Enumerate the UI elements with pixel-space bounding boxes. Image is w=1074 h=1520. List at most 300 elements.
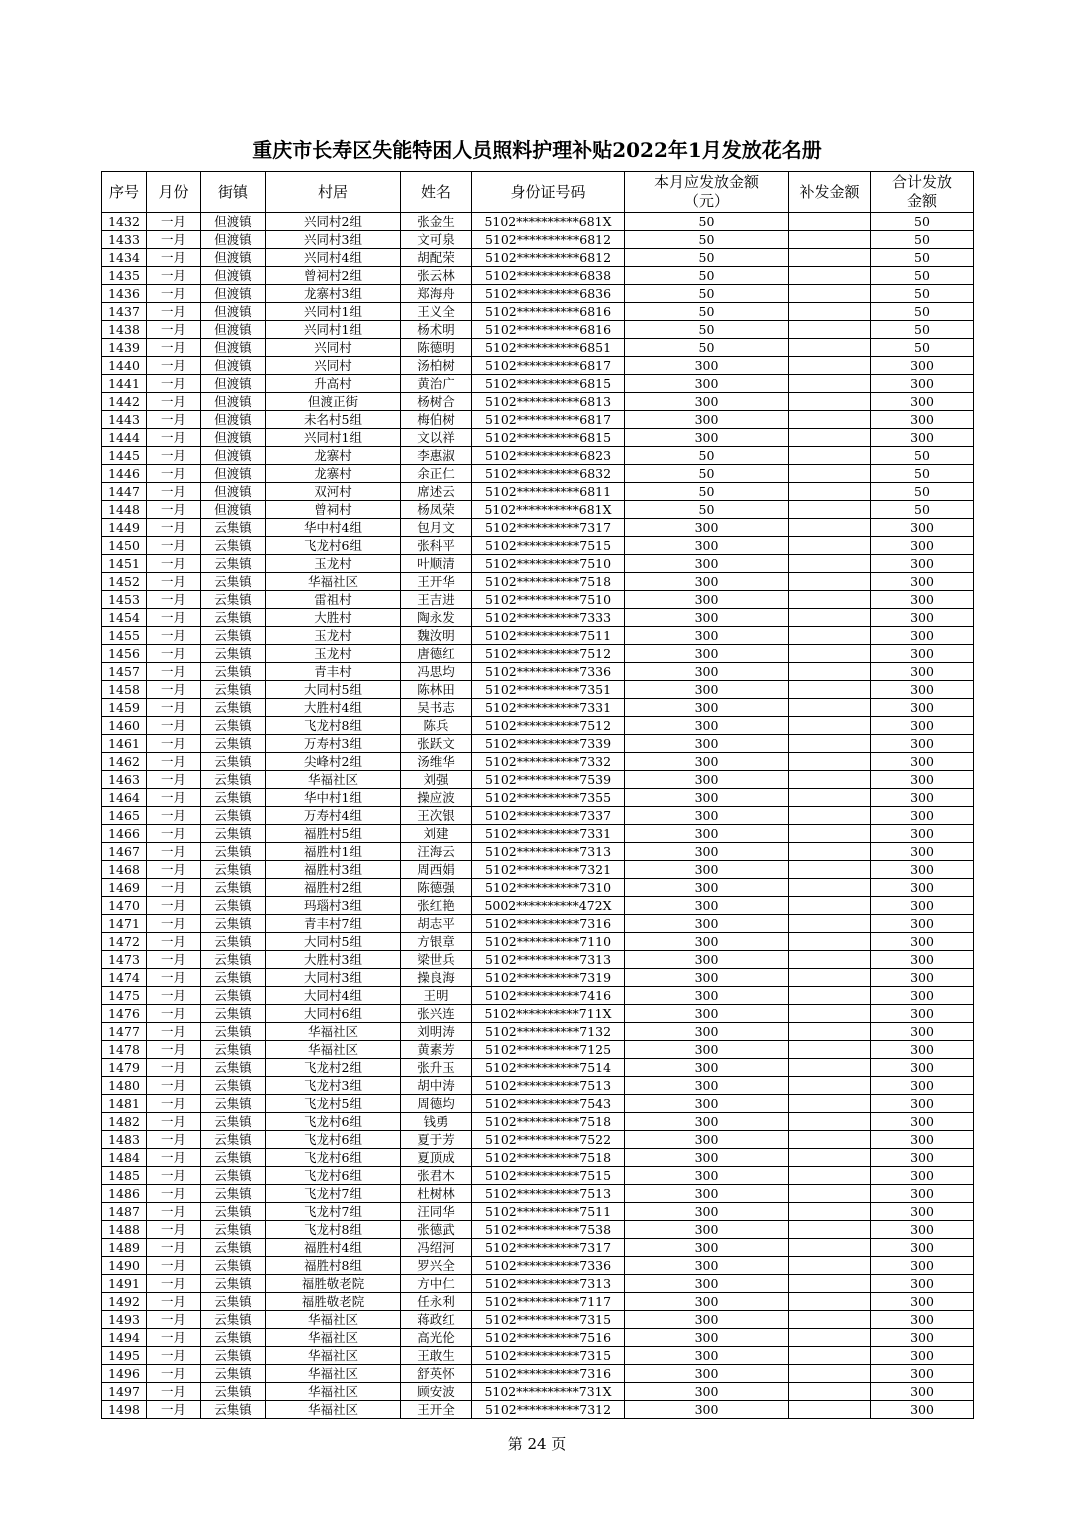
cell-supplement [789, 1059, 871, 1077]
cell-total-amount: 300 [871, 1185, 974, 1203]
cell-monthly-amount: 300 [625, 375, 789, 393]
cell-monthly-amount: 300 [625, 573, 789, 591]
cell-monthly-amount: 300 [625, 771, 789, 789]
table-row [102, 843, 974, 861]
cell-monthly-amount: 50 [625, 303, 789, 321]
cell-village: 飞龙村2组 [266, 1059, 401, 1077]
table-row [102, 231, 974, 249]
cell-name: 魏汝明 [401, 627, 472, 645]
cell-village: 华中村4组 [266, 519, 401, 537]
cell-total-amount: 300 [871, 699, 974, 717]
cell-month: 一月 [147, 1131, 201, 1149]
cell-monthly-amount: 300 [625, 1149, 789, 1167]
cell-town: 云集镇 [201, 1347, 266, 1365]
cell-village: 华福社区 [266, 771, 401, 789]
cell-town: 云集镇 [201, 1131, 266, 1149]
cell-monthly-amount: 300 [625, 1077, 789, 1095]
cell-monthly-amount: 300 [625, 879, 789, 897]
cell-monthly-amount: 50 [625, 249, 789, 267]
table-row [102, 807, 974, 825]
cell-supplement [789, 249, 871, 267]
table-row [102, 1293, 974, 1311]
cell-seq: 1489 [102, 1239, 147, 1257]
cell-seq: 1497 [102, 1383, 147, 1401]
cell-id-number: 5102**********7132 [472, 1023, 625, 1041]
cell-village: 飞龙村8组 [266, 1221, 401, 1239]
cell-village: 玉龙村 [266, 627, 401, 645]
cell-monthly-amount: 300 [625, 1383, 789, 1401]
cell-total-amount: 300 [871, 843, 974, 861]
cell-id-number: 5102**********7515 [472, 537, 625, 555]
cell-town: 云集镇 [201, 663, 266, 681]
cell-monthly-amount: 300 [625, 1041, 789, 1059]
cell-id-number: 5102**********6817 [472, 411, 625, 429]
cell-village: 升高村 [266, 375, 401, 393]
cell-supplement [789, 825, 871, 843]
cell-name: 梁世兵 [401, 951, 472, 969]
cell-month: 一月 [147, 1257, 201, 1275]
cell-supplement [789, 1041, 871, 1059]
cell-name: 张君木 [401, 1167, 472, 1185]
cell-seq: 1433 [102, 231, 147, 249]
cell-total-amount: 300 [871, 879, 974, 897]
cell-seq: 1479 [102, 1059, 147, 1077]
cell-supplement [789, 1239, 871, 1257]
cell-total-amount: 300 [871, 1005, 974, 1023]
cell-month: 一月 [147, 1203, 201, 1221]
cell-name: 王敢生 [401, 1347, 472, 1365]
table-row [102, 339, 974, 357]
cell-seq: 1445 [102, 447, 147, 465]
cell-town: 云集镇 [201, 825, 266, 843]
cell-name: 张红艳 [401, 897, 472, 915]
cell-monthly-amount: 50 [625, 447, 789, 465]
table-row [102, 609, 974, 627]
cell-village: 双河村 [266, 483, 401, 501]
cell-id-number: 5102**********6815 [472, 375, 625, 393]
cell-month: 一月 [147, 1185, 201, 1203]
cell-name: 任永利 [401, 1293, 472, 1311]
cell-village: 飞龙村6组 [266, 1131, 401, 1149]
cell-village: 飞龙村7组 [266, 1203, 401, 1221]
table-row [102, 1005, 974, 1023]
cell-total-amount: 300 [871, 717, 974, 735]
cell-monthly-amount: 300 [625, 1293, 789, 1311]
cell-supplement [789, 1311, 871, 1329]
cell-village: 飞龙村5组 [266, 1095, 401, 1113]
cell-supplement [789, 645, 871, 663]
cell-monthly-amount: 50 [625, 465, 789, 483]
cell-total-amount: 50 [871, 249, 974, 267]
cell-name: 顾安波 [401, 1383, 472, 1401]
cell-seq: 1459 [102, 699, 147, 717]
table-row [102, 465, 974, 483]
table-row [102, 1059, 974, 1077]
cell-name: 汪海云 [401, 843, 472, 861]
cell-name: 杨树合 [401, 393, 472, 411]
cell-id-number: 5102**********7513 [472, 1185, 625, 1203]
cell-monthly-amount: 300 [625, 1131, 789, 1149]
cell-village: 但渡正街 [266, 393, 401, 411]
cell-total-amount: 300 [871, 375, 974, 393]
cell-village: 大同村5组 [266, 933, 401, 951]
cell-id-number: 5102**********7337 [472, 807, 625, 825]
cell-id-number: 5102**********7313 [472, 951, 625, 969]
cell-seq: 1462 [102, 753, 147, 771]
cell-seq: 1442 [102, 393, 147, 411]
cell-supplement [789, 969, 871, 987]
cell-id-number: 5102**********6815 [472, 429, 625, 447]
table-row [102, 735, 974, 753]
cell-supplement [789, 717, 871, 735]
cell-supplement [789, 393, 871, 411]
cell-seq: 1451 [102, 555, 147, 573]
cell-name: 冯思均 [401, 663, 472, 681]
cell-month: 一月 [147, 861, 201, 879]
cell-month: 一月 [147, 375, 201, 393]
cell-month: 一月 [147, 1005, 201, 1023]
cell-village: 福胜敬老院 [266, 1293, 401, 1311]
cell-total-amount: 300 [871, 1239, 974, 1257]
cell-name: 张升玉 [401, 1059, 472, 1077]
cell-name: 杨凤荣 [401, 501, 472, 519]
cell-name: 胡配荣 [401, 249, 472, 267]
cell-seq: 1463 [102, 771, 147, 789]
cell-month: 一月 [147, 1329, 201, 1347]
cell-month: 一月 [147, 447, 201, 465]
cell-seq: 1464 [102, 789, 147, 807]
header-id-number: 身份证号码 [472, 172, 625, 213]
cell-seq: 1438 [102, 321, 147, 339]
cell-seq: 1440 [102, 357, 147, 375]
cell-supplement [789, 1077, 871, 1095]
cell-name: 郑海舟 [401, 285, 472, 303]
cell-name: 文以祥 [401, 429, 472, 447]
cell-id-number: 5102**********7310 [472, 879, 625, 897]
table-row [102, 1365, 974, 1383]
cell-total-amount: 300 [871, 645, 974, 663]
cell-town: 云集镇 [201, 843, 266, 861]
cell-total-amount: 300 [871, 897, 974, 915]
cell-village: 兴同村3组 [266, 231, 401, 249]
cell-supplement [789, 1257, 871, 1275]
cell-month: 一月 [147, 699, 201, 717]
cell-town: 云集镇 [201, 1293, 266, 1311]
header-monthly-amount-line2: （元） [683, 192, 729, 210]
cell-month: 一月 [147, 573, 201, 591]
cell-monthly-amount: 300 [625, 807, 789, 825]
table-row [102, 357, 974, 375]
cell-town: 云集镇 [201, 1239, 266, 1257]
cell-id-number: 5102**********7538 [472, 1221, 625, 1239]
cell-seq: 1450 [102, 537, 147, 555]
cell-village: 青丰村7组 [266, 915, 401, 933]
cell-month: 一月 [147, 1221, 201, 1239]
cell-month: 一月 [147, 555, 201, 573]
cell-seq: 1457 [102, 663, 147, 681]
cell-seq: 1449 [102, 519, 147, 537]
cell-id-number: 5002**********472X [472, 897, 625, 915]
cell-id-number: 5102**********7333 [472, 609, 625, 627]
cell-total-amount: 300 [871, 1257, 974, 1275]
cell-id-number: 5102**********7312 [472, 1401, 625, 1419]
cell-supplement [789, 555, 871, 573]
cell-supplement [789, 447, 871, 465]
cell-monthly-amount: 300 [625, 861, 789, 879]
cell-supplement [789, 1347, 871, 1365]
cell-id-number: 5102**********7539 [472, 771, 625, 789]
cell-name: 汪同华 [401, 1203, 472, 1221]
cell-name: 席述云 [401, 483, 472, 501]
cell-supplement [789, 1383, 871, 1401]
cell-month: 一月 [147, 591, 201, 609]
cell-town: 但渡镇 [201, 303, 266, 321]
cell-name: 文可泉 [401, 231, 472, 249]
cell-total-amount: 300 [871, 591, 974, 609]
header-total-amount-line2: 金额 [906, 192, 937, 210]
cell-monthly-amount: 300 [625, 717, 789, 735]
cell-seq: 1490 [102, 1257, 147, 1275]
cell-seq: 1498 [102, 1401, 147, 1419]
cell-supplement [789, 591, 871, 609]
cell-name: 杜树林 [401, 1185, 472, 1203]
cell-village: 兴同村4组 [266, 249, 401, 267]
cell-supplement [789, 681, 871, 699]
header-supplement: 补发金额 [789, 172, 871, 213]
table-row [102, 681, 974, 699]
table-row [102, 375, 974, 393]
cell-total-amount: 300 [871, 537, 974, 555]
cell-total-amount: 300 [871, 573, 974, 591]
cell-supplement [789, 1095, 871, 1113]
cell-total-amount: 300 [871, 1383, 974, 1401]
cell-town: 但渡镇 [201, 501, 266, 519]
table-row [102, 861, 974, 879]
cell-seq: 1455 [102, 627, 147, 645]
table-row [102, 879, 974, 897]
cell-village: 华福社区 [266, 1365, 401, 1383]
cell-supplement [789, 1329, 871, 1347]
cell-month: 一月 [147, 393, 201, 411]
cell-id-number: 5102**********7514 [472, 1059, 625, 1077]
cell-town: 但渡镇 [201, 285, 266, 303]
cell-id-number: 5102**********7512 [472, 717, 625, 735]
cell-monthly-amount: 300 [625, 1329, 789, 1347]
cell-village: 福胜村8组 [266, 1257, 401, 1275]
cell-town: 云集镇 [201, 699, 266, 717]
roster-table [101, 171, 974, 1419]
cell-total-amount: 300 [871, 1365, 974, 1383]
cell-month: 一月 [147, 627, 201, 645]
cell-total-amount: 300 [871, 825, 974, 843]
cell-seq: 1481 [102, 1095, 147, 1113]
cell-name: 黄治广 [401, 375, 472, 393]
cell-total-amount: 50 [871, 465, 974, 483]
cell-supplement [789, 771, 871, 789]
cell-village: 华福社区 [266, 1383, 401, 1401]
table-row [102, 1077, 974, 1095]
table-row [102, 1203, 974, 1221]
cell-town: 云集镇 [201, 1041, 266, 1059]
cell-total-amount: 300 [871, 1077, 974, 1095]
cell-town: 云集镇 [201, 1095, 266, 1113]
cell-month: 一月 [147, 249, 201, 267]
cell-seq: 1441 [102, 375, 147, 393]
cell-total-amount: 300 [871, 933, 974, 951]
cell-supplement [789, 987, 871, 1005]
cell-village: 雷祖村 [266, 591, 401, 609]
cell-id-number: 5102**********7316 [472, 915, 625, 933]
cell-name: 冯绍河 [401, 1239, 472, 1257]
cell-id-number: 5102**********7339 [472, 735, 625, 753]
header-monthly-amount-line1: 本月应发放金额 [653, 173, 759, 191]
cell-total-amount: 300 [871, 915, 974, 933]
cell-id-number: 5102**********6851 [472, 339, 625, 357]
cell-monthly-amount: 300 [625, 663, 789, 681]
cell-seq: 1439 [102, 339, 147, 357]
cell-town: 但渡镇 [201, 339, 266, 357]
cell-town: 云集镇 [201, 573, 266, 591]
cell-total-amount: 300 [871, 951, 974, 969]
cell-village: 未名村5组 [266, 411, 401, 429]
cell-village: 大胜村3组 [266, 951, 401, 969]
cell-name: 王开华 [401, 573, 472, 591]
cell-monthly-amount: 300 [625, 1113, 789, 1131]
cell-village: 华福社区 [266, 1023, 401, 1041]
cell-id-number: 5102**********6813 [472, 393, 625, 411]
cell-seq: 1434 [102, 249, 147, 267]
cell-month: 一月 [147, 1275, 201, 1293]
page-number: 第 24 页 [507, 1435, 567, 1453]
cell-name: 陈兵 [401, 717, 472, 735]
cell-seq: 1484 [102, 1149, 147, 1167]
cell-seq: 1465 [102, 807, 147, 825]
cell-id-number: 5102**********6836 [472, 285, 625, 303]
cell-total-amount: 300 [871, 735, 974, 753]
cell-supplement [789, 1113, 871, 1131]
cell-town: 云集镇 [201, 1203, 266, 1221]
cell-name: 胡中涛 [401, 1077, 472, 1095]
table-row [102, 537, 974, 555]
cell-monthly-amount: 300 [625, 915, 789, 933]
cell-name: 张德武 [401, 1221, 472, 1239]
cell-total-amount: 300 [871, 1095, 974, 1113]
cell-town: 云集镇 [201, 519, 266, 537]
cell-id-number: 5102**********681X [472, 501, 625, 519]
cell-name: 陈林田 [401, 681, 472, 699]
cell-seq: 1493 [102, 1311, 147, 1329]
cell-village: 兴同村 [266, 357, 401, 375]
cell-supplement [789, 1275, 871, 1293]
cell-total-amount: 300 [871, 1347, 974, 1365]
table-row [102, 1095, 974, 1113]
cell-id-number: 5102**********7317 [472, 1239, 625, 1257]
table-row [102, 645, 974, 663]
cell-total-amount: 300 [871, 1113, 974, 1131]
cell-total-amount: 300 [871, 555, 974, 573]
cell-name: 余正仁 [401, 465, 472, 483]
cell-village: 大同村5组 [266, 681, 401, 699]
cell-monthly-amount: 300 [625, 609, 789, 627]
cell-total-amount: 50 [871, 285, 974, 303]
cell-monthly-amount: 300 [625, 393, 789, 411]
table-row [102, 1275, 974, 1293]
cell-seq: 1478 [102, 1041, 147, 1059]
cell-village: 华中村1组 [266, 789, 401, 807]
cell-month: 一月 [147, 987, 201, 1005]
table-row [102, 519, 974, 537]
header-monthly-amount [625, 172, 789, 213]
cell-month: 一月 [147, 753, 201, 771]
table-row [102, 1239, 974, 1257]
cell-village: 玉龙村 [266, 645, 401, 663]
cell-seq: 1466 [102, 825, 147, 843]
header-total-amount [871, 172, 974, 213]
cell-seq: 1446 [102, 465, 147, 483]
table-row [102, 825, 974, 843]
cell-monthly-amount: 300 [625, 933, 789, 951]
table-row [102, 789, 974, 807]
table-row [102, 1041, 974, 1059]
cell-supplement [789, 1005, 871, 1023]
cell-month: 一月 [147, 285, 201, 303]
cell-supplement [789, 1167, 871, 1185]
table-row [102, 429, 974, 447]
cell-total-amount: 300 [871, 1221, 974, 1239]
cell-monthly-amount: 50 [625, 213, 789, 231]
cell-id-number: 5102**********7513 [472, 1077, 625, 1095]
cell-month: 一月 [147, 1149, 201, 1167]
cell-id-number: 5102**********6832 [472, 465, 625, 483]
table-row [102, 1401, 974, 1419]
cell-id-number: 5102**********7355 [472, 789, 625, 807]
cell-monthly-amount: 50 [625, 483, 789, 501]
cell-monthly-amount: 300 [625, 951, 789, 969]
cell-total-amount: 300 [871, 681, 974, 699]
cell-monthly-amount: 300 [625, 699, 789, 717]
cell-month: 一月 [147, 951, 201, 969]
cell-id-number: 5102**********7518 [472, 1149, 625, 1167]
cell-id-number: 5102**********7332 [472, 753, 625, 771]
cell-town: 但渡镇 [201, 267, 266, 285]
cell-month: 一月 [147, 1041, 201, 1059]
cell-monthly-amount: 300 [625, 843, 789, 861]
cell-month: 一月 [147, 681, 201, 699]
cell-id-number: 5102**********7522 [472, 1131, 625, 1149]
cell-town: 云集镇 [201, 1005, 266, 1023]
cell-total-amount: 300 [871, 753, 974, 771]
cell-village: 青丰村 [266, 663, 401, 681]
cell-total-amount: 300 [871, 789, 974, 807]
cell-total-amount: 300 [871, 663, 974, 681]
cell-monthly-amount: 300 [625, 411, 789, 429]
cell-supplement [789, 573, 871, 591]
cell-month: 一月 [147, 771, 201, 789]
cell-village: 大同村3组 [266, 969, 401, 987]
cell-seq: 1458 [102, 681, 147, 699]
cell-supplement [789, 915, 871, 933]
cell-name: 张科平 [401, 537, 472, 555]
cell-supplement [789, 303, 871, 321]
cell-town: 云集镇 [201, 645, 266, 663]
cell-name: 王义全 [401, 303, 472, 321]
cell-id-number: 5102**********7511 [472, 627, 625, 645]
cell-name: 杨术明 [401, 321, 472, 339]
table-row [102, 591, 974, 609]
cell-seq: 1452 [102, 573, 147, 591]
cell-supplement [789, 789, 871, 807]
table-row [102, 663, 974, 681]
